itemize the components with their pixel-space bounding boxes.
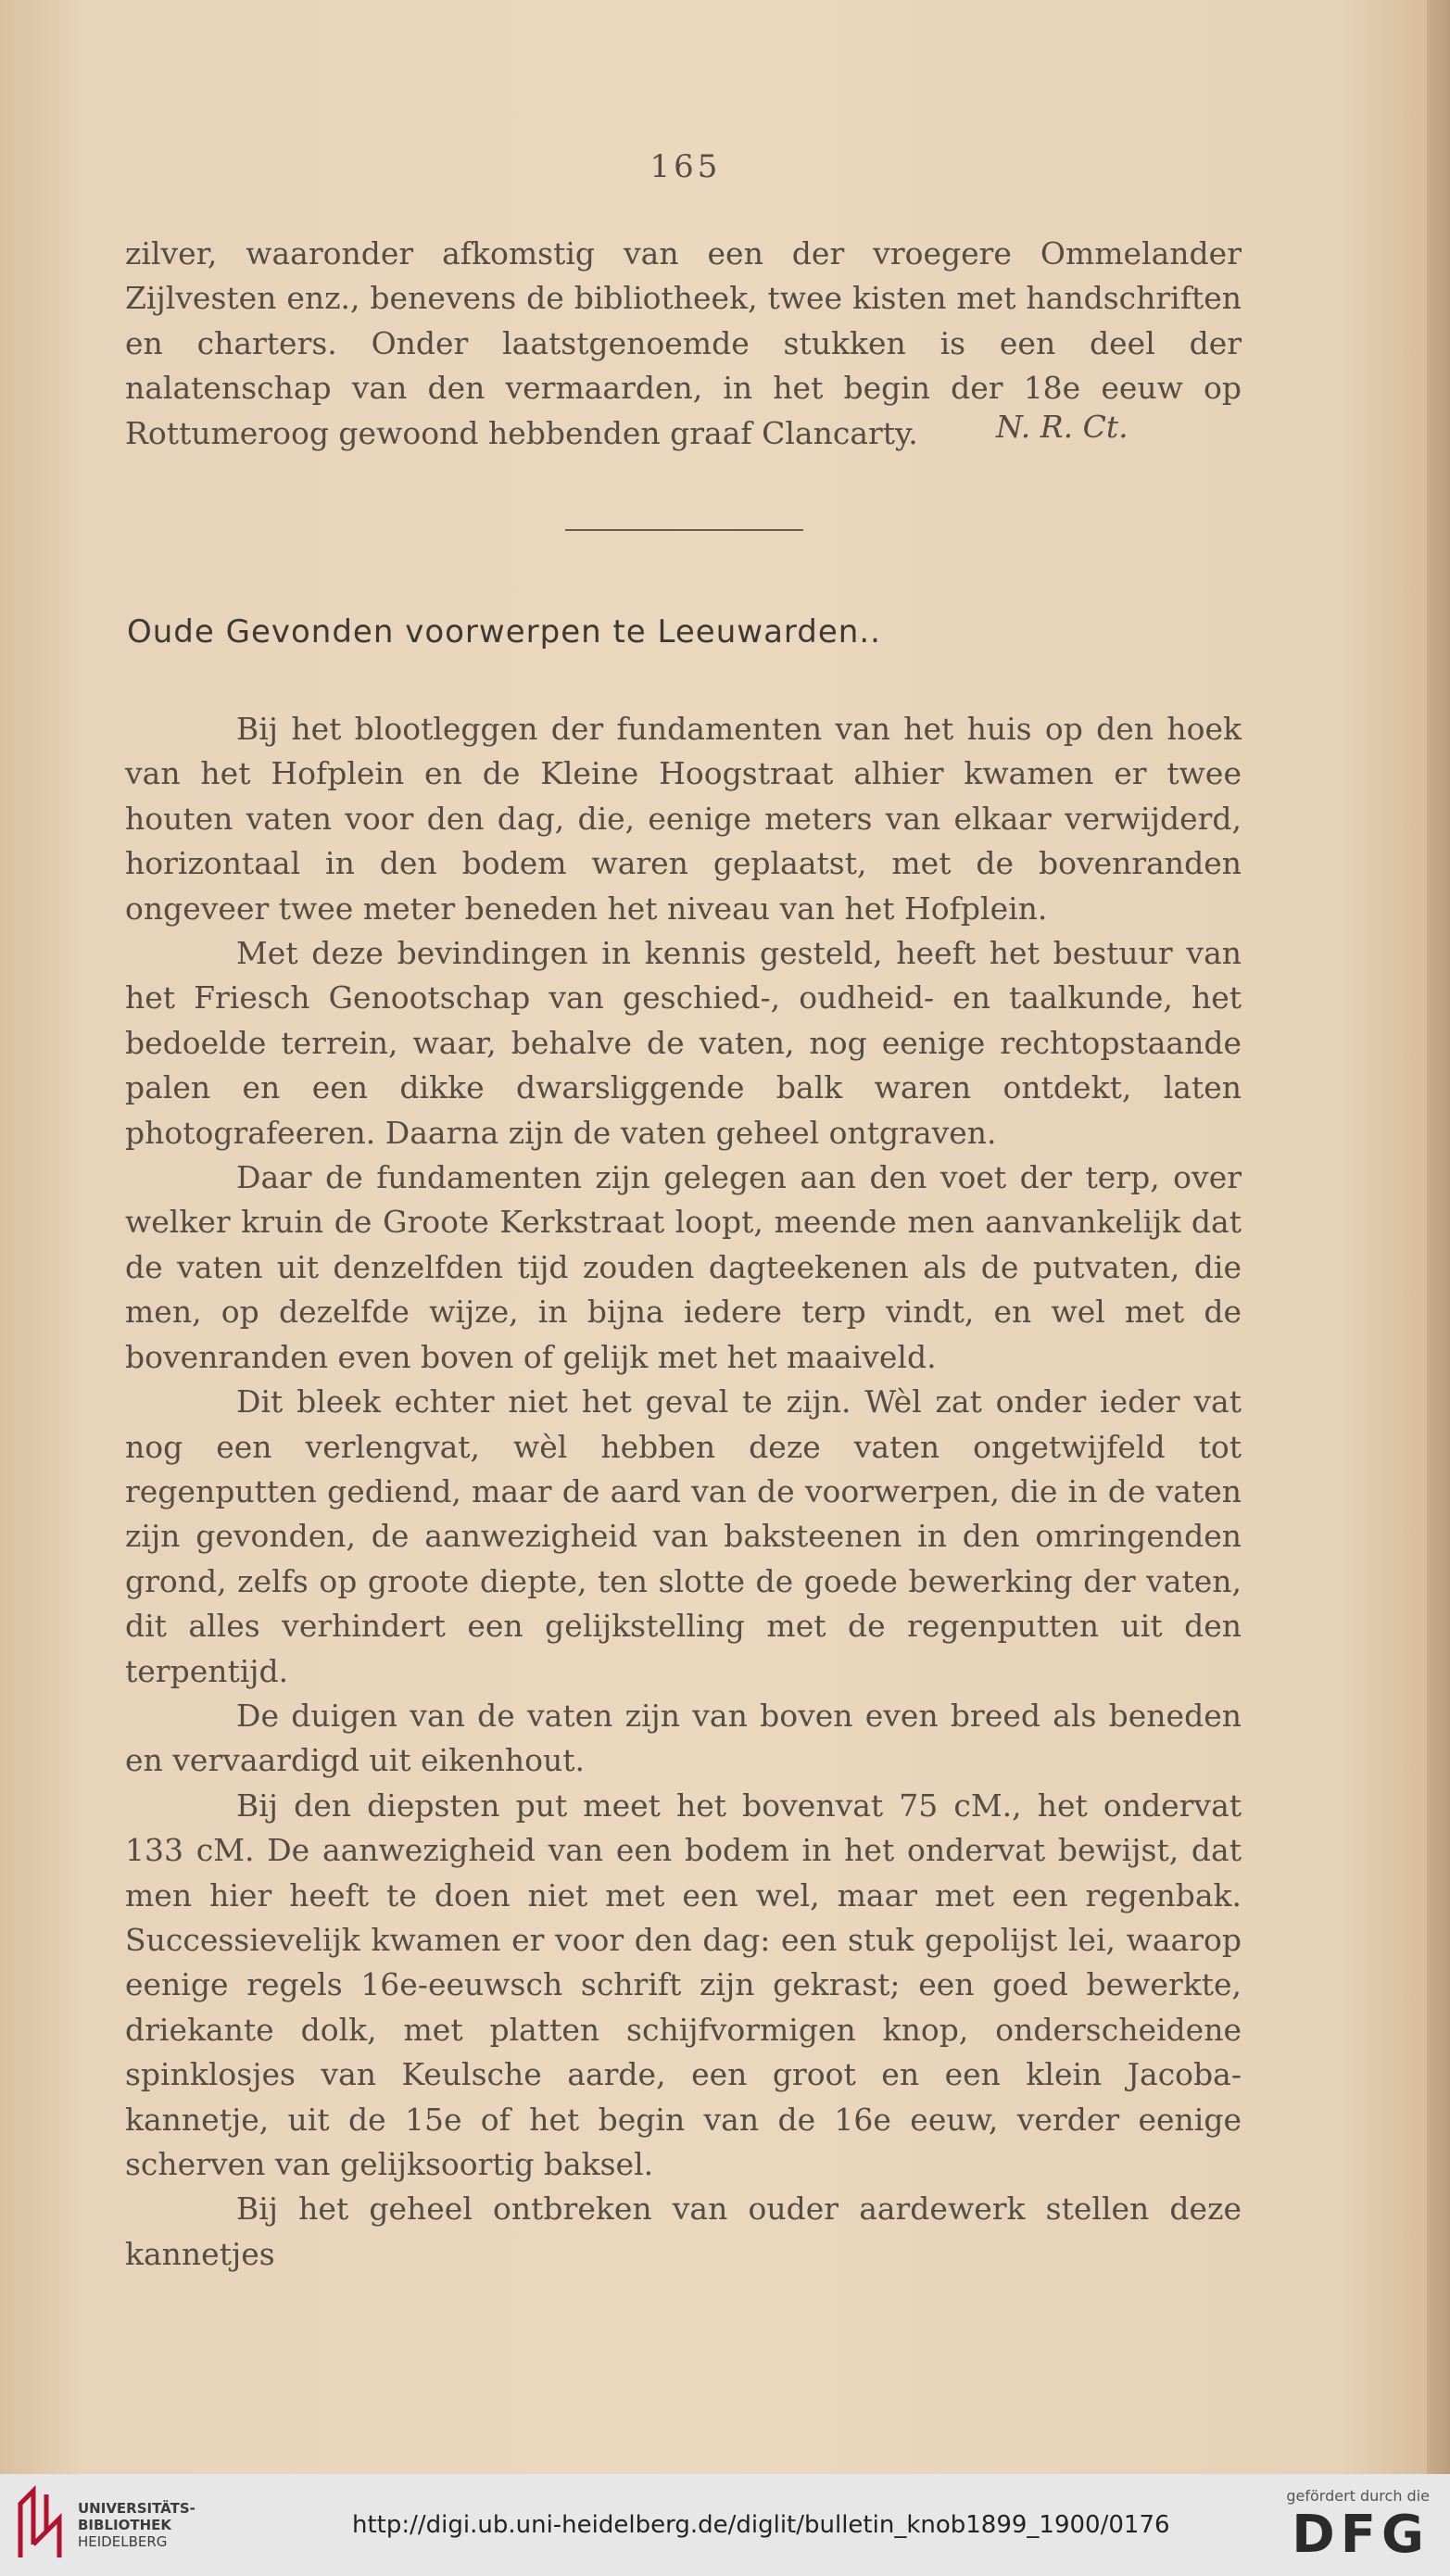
article-paragraph: Bij het geheel ontbreken van ouder aardewerk stellen deze kannetjes — [125, 2191, 1242, 2272]
article-title: Oude Gevonden voorwerpen te Leeuwarden.. — [127, 613, 881, 650]
article-paragraph: Dit bleek echter niet het geval te zijn. Wèl zat onder ieder vat nog een verlengvat, wèl hebben deze vaten ongetwijfeld tot regenputten gediend, maar de aard van de voorwerpen, die in de vaten zijn gevonden, de aanwezigheid van baksteenen in den omringenden grond, zelfs op groote diepte, ten slotte de goede bewerking der vaten, dit alles verhindert een gelijkstelling met de regenputten uit den terpentijd. — [125, 1383, 1242, 1689]
article-paragraph: Daar de fundamenten zijn gelegen aan den voet der terp, over welker kruin de Groote Kerkstraat loopt, meende men aanvankelijk dat de vaten uit denzelfden tijd zouden dagteekenen als de putvaten, die men, op dezelfde wijze, in bijna iedere terp vindt, en wel met de bovenranden even boven of gelijk met het maaiveld. — [125, 1159, 1242, 1375]
library-line: UNIVERSITÄTS- — [78, 2500, 195, 2517]
article-paragraph: Bij het blootleggen der fundamenten van het huis op den hoek van het Hofplein en de Kleine Hoogstraat alhier kwamen er twee houten vaten voor den dag, die, eenige meters van elkaar verwijderd, horizontaal in den bodem waren geplaatst, met de bovenranden ongeveer twee meter beneden het niveau van het Hofplein. — [125, 711, 1242, 927]
article-paragraph: Met deze bevindingen in kennis gesteld, heeft het bestuur van het Friesch Genootschap van geschied-, oudheid- en taalkunde, het bedoelde terrein, waar, behalve de vaten, nog eenige rechtopstaande palen en een dikke dwarsliggende balk waren ontdekt, laten photografeeren. Daarna zijn de vaten geheel ontgraven. — [125, 935, 1242, 1151]
university-library-logo-icon — [13, 2485, 67, 2561]
dfg-logo: DFG — [1292, 2505, 1430, 2565]
library-line: BIBLIOTHEK — [78, 2517, 171, 2533]
section-divider — [565, 529, 803, 531]
page-edge — [1427, 0, 1450, 2474]
library-line: HEIDELBERG — [78, 2533, 168, 2550]
article-paragraph: De duigen van de vaten zijn van boven even breed als beneden en vervaardigd uit eikenhout. — [125, 1697, 1242, 1779]
article-body — [125, 707, 1242, 2277]
library-name — [78, 2500, 195, 2550]
continuation-paragraph: zilver, waaronder afkomstig van een der vroegere Ommelander Zijlvesten enz., benevens de bibliotheek, twee kisten met handschriften en charters. Onder laatstgenoemde stukken is een deel der nalatenschap van den vermaarden, in het begin der 18e eeuw op Rottumeroog gewoond hebbenden graaf Clancarty. — [125, 235, 1242, 451]
page-number: 165 — [649, 148, 722, 185]
sponsor-label: gefördert durch die — [1286, 2487, 1430, 2505]
permalink-url[interactable]: http://digi.ub.uni-heidelberg.de/diglit/bulletin_knob1899_1900/0176 — [352, 2511, 1170, 2539]
attribution: N. R. Ct. — [996, 409, 1128, 445]
viewer-footer — [0, 2474, 1450, 2576]
article-paragraph: Bij den diepsten put meet het bovenvat 75 cM., het ondervat 133 cM. De aanwezigheid van een bodem in het ondervat bewijst, dat men hier heeft te doen niet met een wel, maar met een regenbak. Successievelijk kwamen er voor den dag: een stuk gepolijst lei, waarop eenige regels 16e-eeuwsch schrift zijn gekrast; een goed bewerkte, driekante dolk, met platten schijfvormigen knop, onderscheidene spinklosjes van Keulsche aarde, een groot en een klein Jacoba-kannetje, uit de 15e of het begin van de 16e eeuw, verder eenige scherven van gelijksoortig baksel. — [125, 1787, 1242, 2182]
